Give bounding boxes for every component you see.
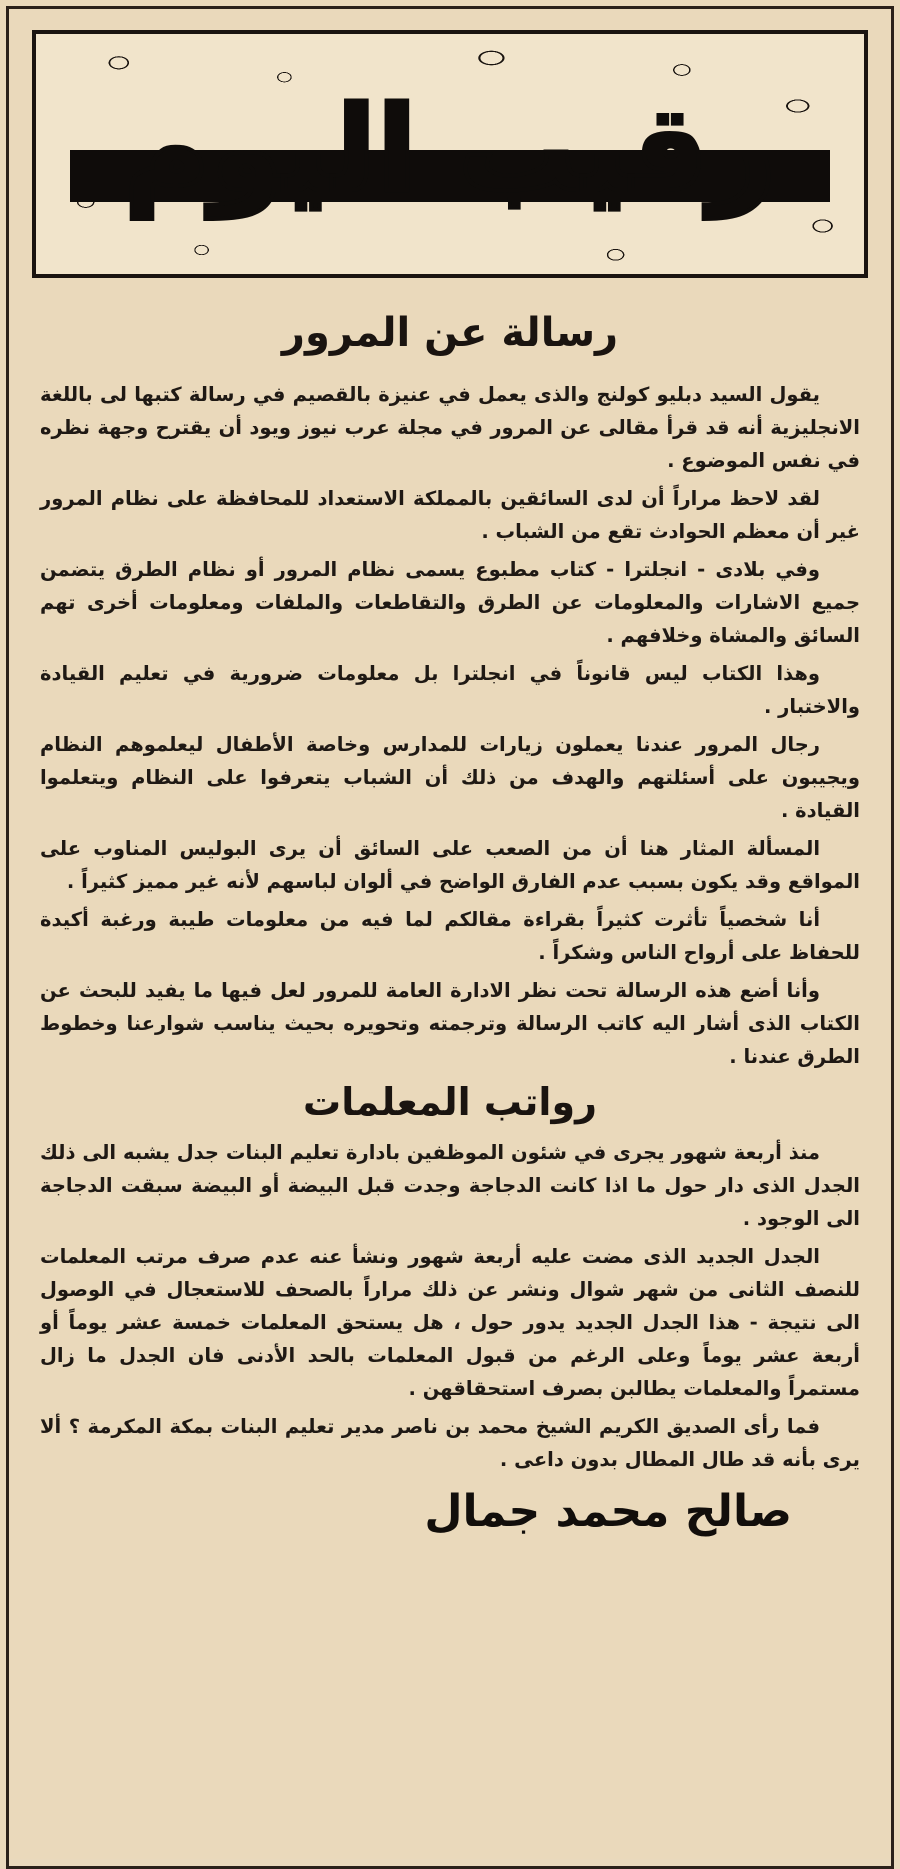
paragraph: وأنا أضع هذه الرسالة تحت نظر الادارة العامة للمرور لعل فيها ما يفيد للبحث عن الكتاب الذى أشار اليه كاتب الرسالة وترجمته وتحويره بحيث يناسب شوارعنا وخطوط الطرق عندنا . [40,979,860,1068]
paragraph: المسألة المثار هنا أن من الصعب على السائق أن يرى البوليس المناوب على المواقع وقد يكون بسبب عدم الفارق الواضح في ألوان لباسهم لأنه غير مميز كثيراً . [40,837,860,893]
column-masthead [32,30,868,278]
paragraph: الجدل الجديد الذى مضت عليه أربعة شهور ونشأ عنه عدم صرف مرتب المعلمات للنصف الثانى من شهر شوال ونشر عن ذلك مراراً بالصحف للاستعجال في الوصول الى نتيجة - هذا الجدل الجديد يدور حول ، هل يستحق المعلمات خمسة عشر يوماً أو أربعة عشر يوماً وعلى الرغم من قبول المعلمات بالحد الأدنى فان الجدل ما زال مستمراً والمعلمات يطالبن بصرف استحقاقهن . [40,1245,860,1400]
article-body-traffic [40,378,860,1073]
paragraph: منذ أربعة شهور يجرى في شئون الموظفين بادارة تعليم البنات جدل يشبه الى ذلك الجدل الذى دار حول ما اذا كانت الدجاجة وجدت قبل البيضة أو البيضة سبقت الدجاجة الى الوجود . [40,1141,860,1230]
paragraph: يقول السيد دبليو كولنج والذى يعمل في عنيزة بالقصيم في رسالة كتبها لى باللغة الانجليزية أنه قد قرأ مقالى عن المرور في مجلة عرب نيوز ويود أن يقترح وجهة نظره في نفس الموضوع . [40,383,860,472]
masthead-title: رقيب اليوم [123,80,777,218]
paragraph: وفي بلادى - انجلترا - كتاب مطبوع يسمى نظام المرور أو نظام الطرق يتضمن جميع الاشارات والمعلومات عن الطرق والتقاطعات والملفات ومعلومات أخرى تهم السائق والمشاة وخلافهم . [40,558,860,647]
article-title-traffic: رسالة عن المرور [281,310,619,356]
article-title-salaries: رواتب المعلمات [303,1080,597,1124]
article-body-salaries [40,1136,860,1476]
paragraph: وهذا الكتاب ليس قانوناً في انجلترا بل معلومات ضرورية في تعليم القيادة والاختبار . [40,662,860,718]
paragraph: أنا شخصياً تأثرت كثيراً بقراءة مقالكم لما فيه من معلومات طيبة ورغبة أكيدة للحفاظ على أرواح الناس وشكراً . [40,908,860,964]
paragraph: فما رأى الصديق الكريم الشيخ محمد بن ناصر مدير تعليم البنات بمكة المكرمة ؟ ألا يرى بأنه قد طال المطال بدون داعى . [40,1415,860,1471]
paragraph: لقد لاحظ مراراً أن لدى السائقين بالمملكة الاستعداد للمحافظة على نظام المرور غير أن معظم الحوادث تقع من الشباب . [40,487,860,543]
author-signature: صالح محمد جمال [424,1486,792,1537]
paragraph: رجال المرور عندنا يعملون زيارات للمدارس وخاصة الأطفال ليعلموهم النظام ويجيبون على أسئلتهم والهدف من ذلك أن الشباب يتعرفوا على النظام ويتعلموا القيادة . [40,733,860,822]
